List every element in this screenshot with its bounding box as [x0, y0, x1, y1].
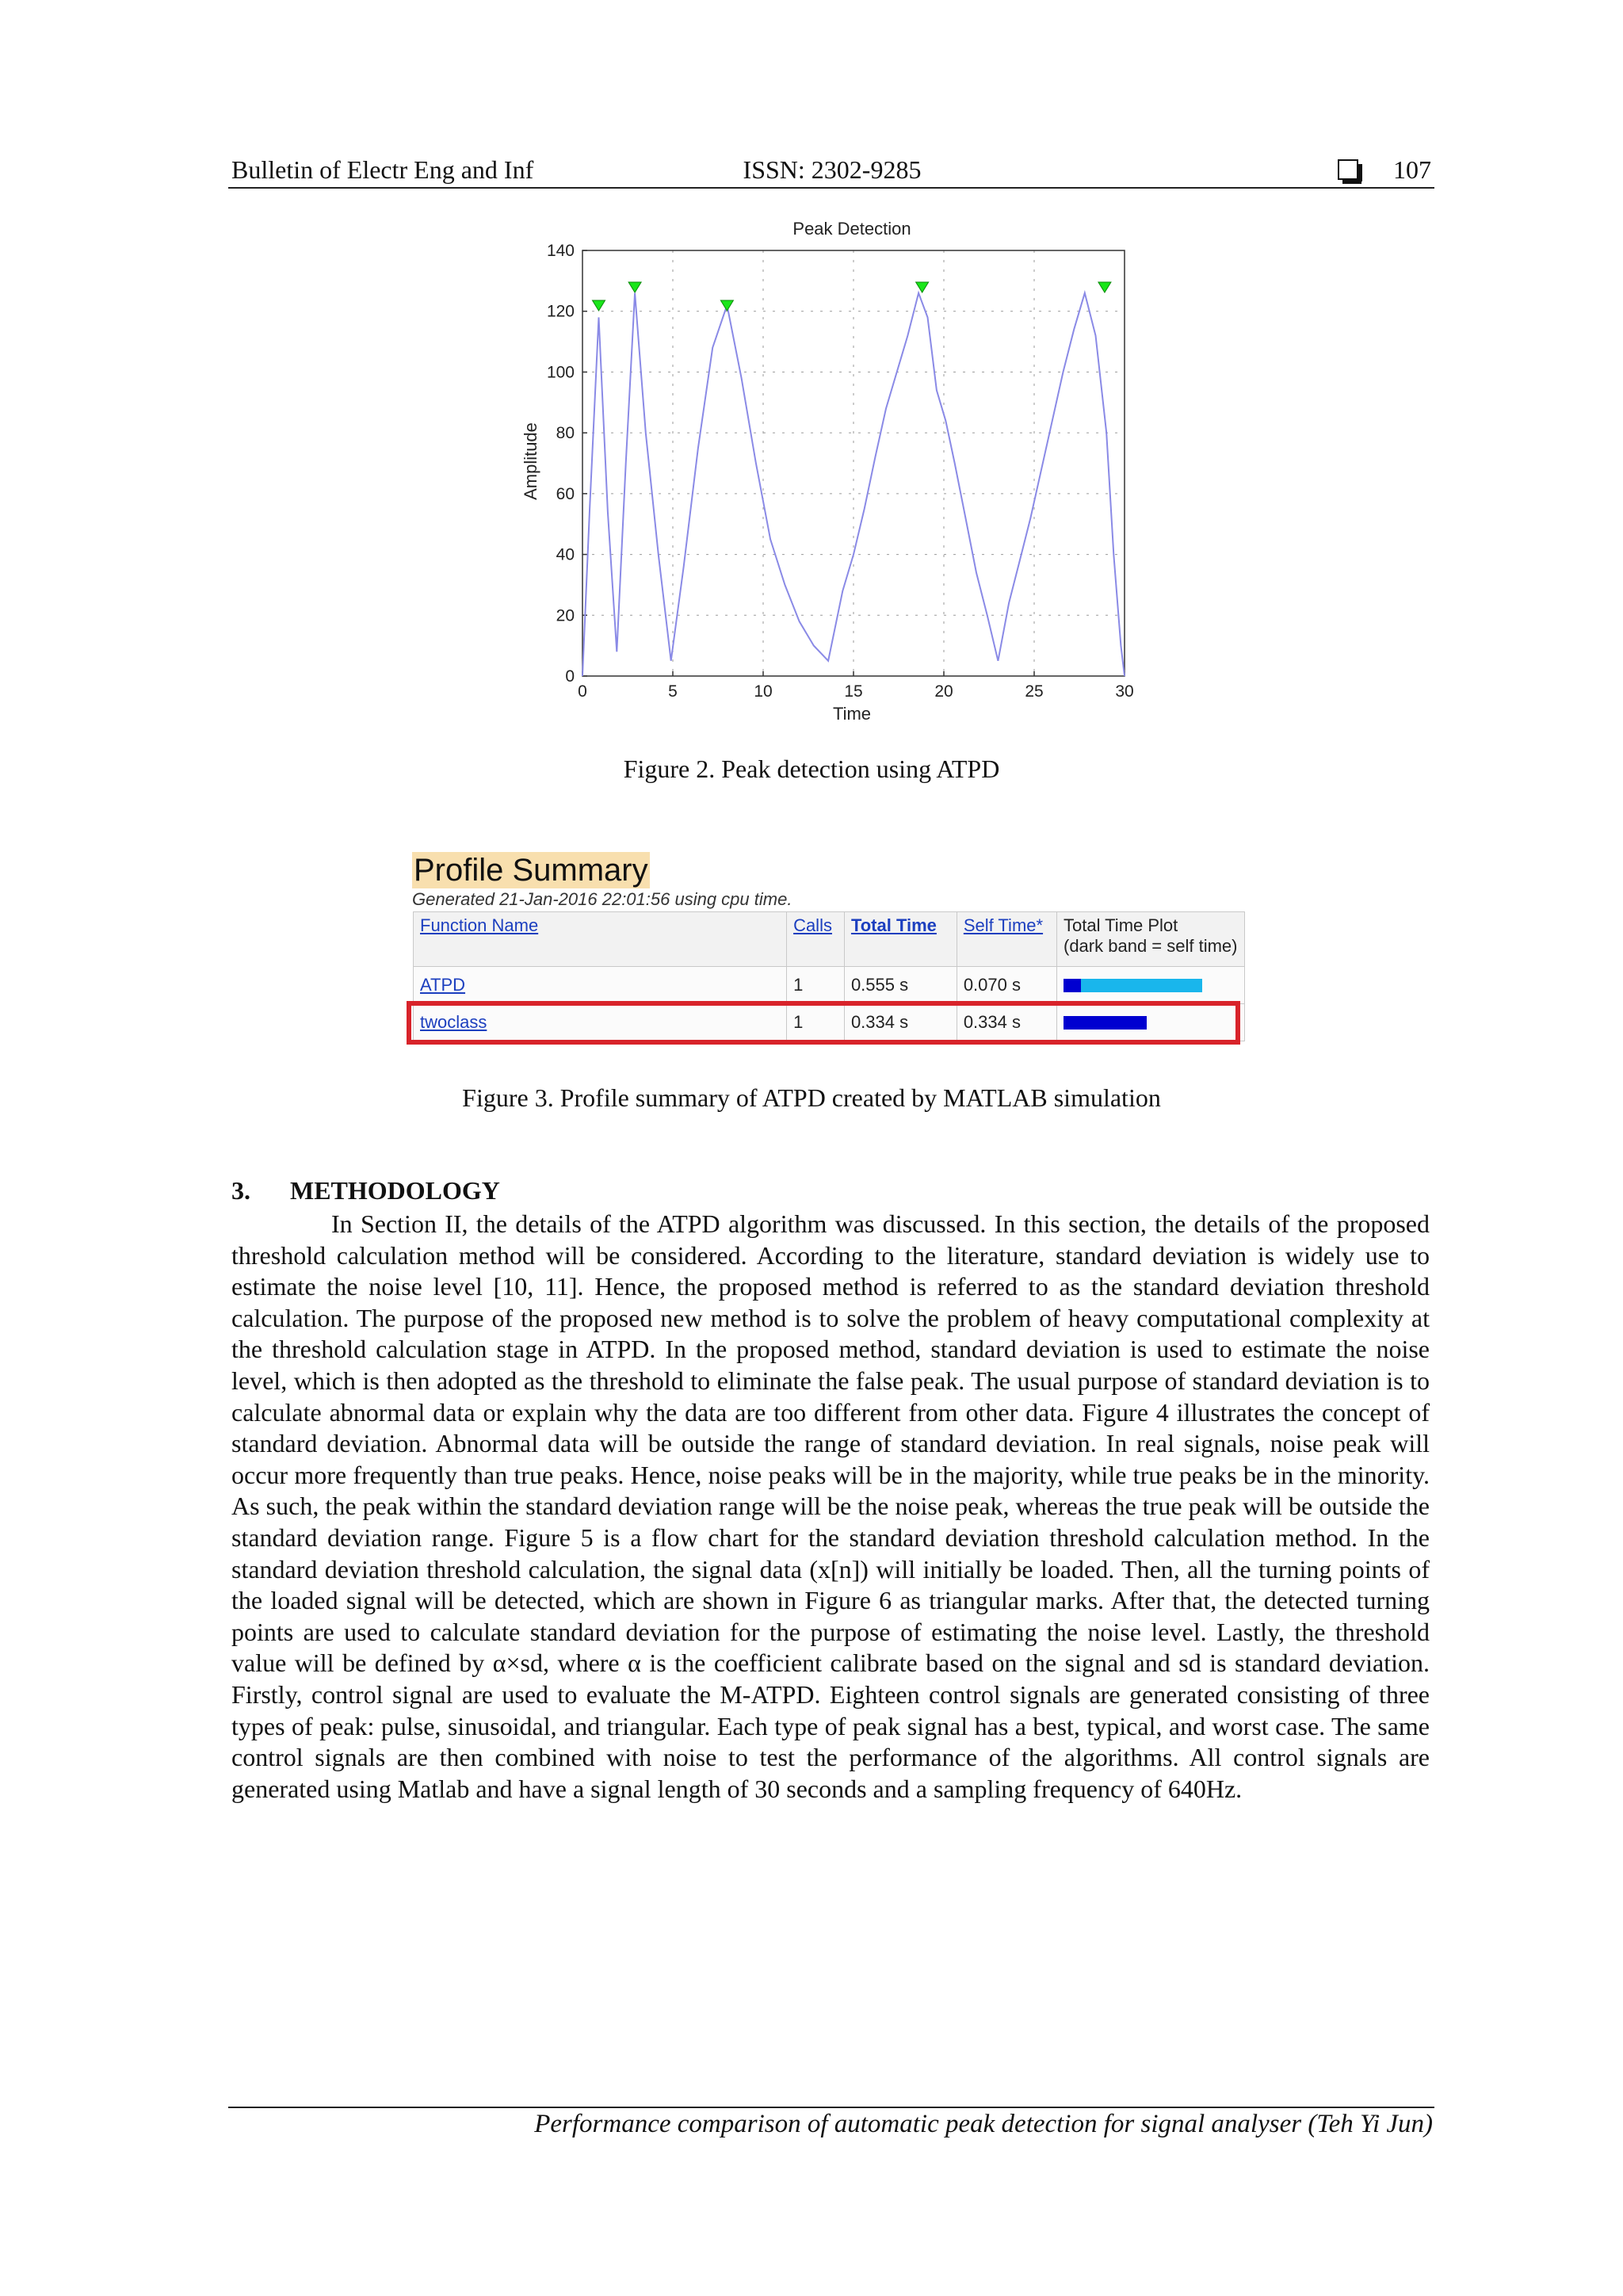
x-tick-label: 5 — [668, 682, 678, 701]
col-calls[interactable] — [787, 912, 845, 967]
y-tick-label: 100 — [546, 363, 575, 382]
time-bar — [1064, 979, 1238, 992]
x-tick-label: 0 — [578, 682, 587, 701]
y-tick-label: 40 — [556, 545, 575, 564]
peak-marker — [593, 300, 605, 311]
table-row — [414, 967, 1245, 1004]
figure3-caption: Figure 3. Profile summary of ATPD created by MATLAB simulation — [462, 1083, 1161, 1112]
x-tick-label: 10 — [754, 682, 773, 701]
function-link-twoclass[interactable]: twoclass — [420, 1012, 487, 1032]
self-time-cell: 0.070 s — [957, 967, 1056, 1004]
total-time-band — [1081, 979, 1202, 992]
col-total-time-plot — [1057, 912, 1245, 967]
profile-generated: Generated 21-Jan-2016 22:01:56 using cpu time. — [412, 889, 792, 909]
running-footer: Performance comparison of automatic peak detection for signal analyser (Teh Yi Jun) — [534, 2110, 1433, 2138]
chart-tick-labels — [547, 242, 1134, 701]
issn: ISSN: 2302-9285 — [743, 155, 922, 184]
y-tick-label: 140 — [546, 242, 575, 260]
body-paragraph: In Section II, the details of the ATPD algorithm was discussed. In this section, the details of the proposed threshold calculation method will be considered. According to the literature, standard deviation is widely use to estimate the noise level [10, 11]. Hence, the proposed method is referred to as the standard deviation threshold calculation. The purpose of the proposed new method is to solve the problem of heavy computational complexity at the threshold calculation stage in ATPD. In the proposed method, standard deviation is used to estimate the noise level, which is then adopted as the threshold to eliminate the false peak. The usual purpose of standard deviation is to calculate abnormal data or explain why the data are too different from other data. Figure 4 illustrates the concept of standard deviation. Abnormal data will be outside the range of standard deviation. In real signals, noise peak will occur more frequently than true peaks. Hence, noise peaks will be in the majority, while true peaks be in the minority. As such, the peak within the standard deviation range will be the noise peak, whereas the true peak will be outside the standard deviation range. Figure 5 is a flow chart for the standard deviation threshold calculation method. In the standard deviation threshold calculation, the signal data (x[n]) will initially be loaded. Then, all the turning points of the loaded signal will be detected, which are shown in Figure 6 as triangular marks. After that, the detected turning points are used to calculate standard deviation for the purpose of estimating the noise level. Lastly, the threshold value will be defined by α×sd, where α is the coefficient calibrate based on the signal and sd is standard deviation. Firstly, control signal are used to evaluate the M-ATPD. Eighteen control signals are generated consisting of three types of peak: pulse, sinusoidal, and triangular. Each type of peak signal has a best, typical, and worst case. The same control signals are then combined with noise to test the performance of the algorithms. All control signals are generated using Matlab and have a signal length of 30 seconds and a sampling frequency of 640Hz. — [231, 1209, 1430, 1803]
x-tick-label: 25 — [1025, 682, 1044, 701]
profile-title: Profile Summary — [414, 853, 648, 888]
chart-xlabel: Time — [832, 704, 872, 724]
section-heading — [231, 1176, 500, 1205]
total-time-cell: 0.555 s — [844, 967, 957, 1004]
chart-title: Peak Detection — [792, 219, 911, 239]
calls-cell: 1 — [787, 1004, 845, 1041]
function-link-atpd[interactable]: ATPD — [420, 975, 466, 995]
total-time-cell: 0.334 s — [844, 1004, 957, 1041]
page-number-group — [1338, 155, 1431, 185]
col-plot-sublabel: (dark band = self time) — [1064, 936, 1238, 956]
function-name-cell[interactable] — [414, 967, 787, 1004]
highlight-box — [407, 1001, 1240, 1045]
peak-marker — [916, 282, 929, 292]
peak-marker — [1098, 282, 1111, 292]
col-calls-link[interactable]: Calls — [793, 915, 832, 935]
calls-cell: 1 — [787, 967, 845, 1004]
header-rule — [228, 187, 1434, 189]
journal-name: Bulletin of Electr Eng and Inf — [231, 155, 534, 184]
col-total-time-link[interactable]: Total Time — [850, 915, 937, 935]
signal-line — [582, 293, 1125, 676]
self-time-cell: 0.334 s — [957, 1004, 1056, 1041]
section-number: 3. — [231, 1176, 250, 1205]
section-title: METHODOLOGY — [290, 1176, 500, 1205]
col-self-time[interactable] — [957, 912, 1056, 967]
footer-rule — [228, 2107, 1434, 2108]
figure2-caption: Figure 2. Peak detection using ATPD — [623, 755, 1000, 783]
y-tick-label: 120 — [546, 302, 575, 321]
y-tick-label: 20 — [556, 606, 575, 625]
x-tick-label: 15 — [844, 682, 863, 701]
y-tick-label: 60 — [556, 484, 575, 503]
time-plot-cell — [1057, 967, 1245, 1004]
x-tick-label: 30 — [1115, 682, 1134, 701]
chart-ylabel: Amplitude — [521, 422, 540, 500]
y-tick-label: 80 — [556, 424, 575, 443]
running-header — [230, 151, 1433, 187]
peak-detection-chart — [491, 214, 1157, 737]
col-plot-label: Total Time Plot — [1064, 915, 1178, 935]
x-tick-label: 20 — [934, 682, 953, 701]
self-time-band — [1064, 979, 1081, 992]
page-number: 107 — [1393, 155, 1431, 184]
box-bullet-icon — [1338, 159, 1358, 180]
chart-series — [582, 293, 1125, 676]
col-function-name[interactable] — [414, 912, 787, 967]
col-function-name-link[interactable]: Function Name — [420, 915, 539, 935]
peak-marker — [720, 300, 733, 311]
col-self-time-link[interactable]: Self Time* — [963, 915, 1044, 935]
col-total-time[interactable] — [844, 912, 957, 967]
chart-peak-markers — [593, 282, 1111, 311]
peak-marker — [628, 282, 641, 292]
y-tick-label: 0 — [565, 667, 575, 686]
